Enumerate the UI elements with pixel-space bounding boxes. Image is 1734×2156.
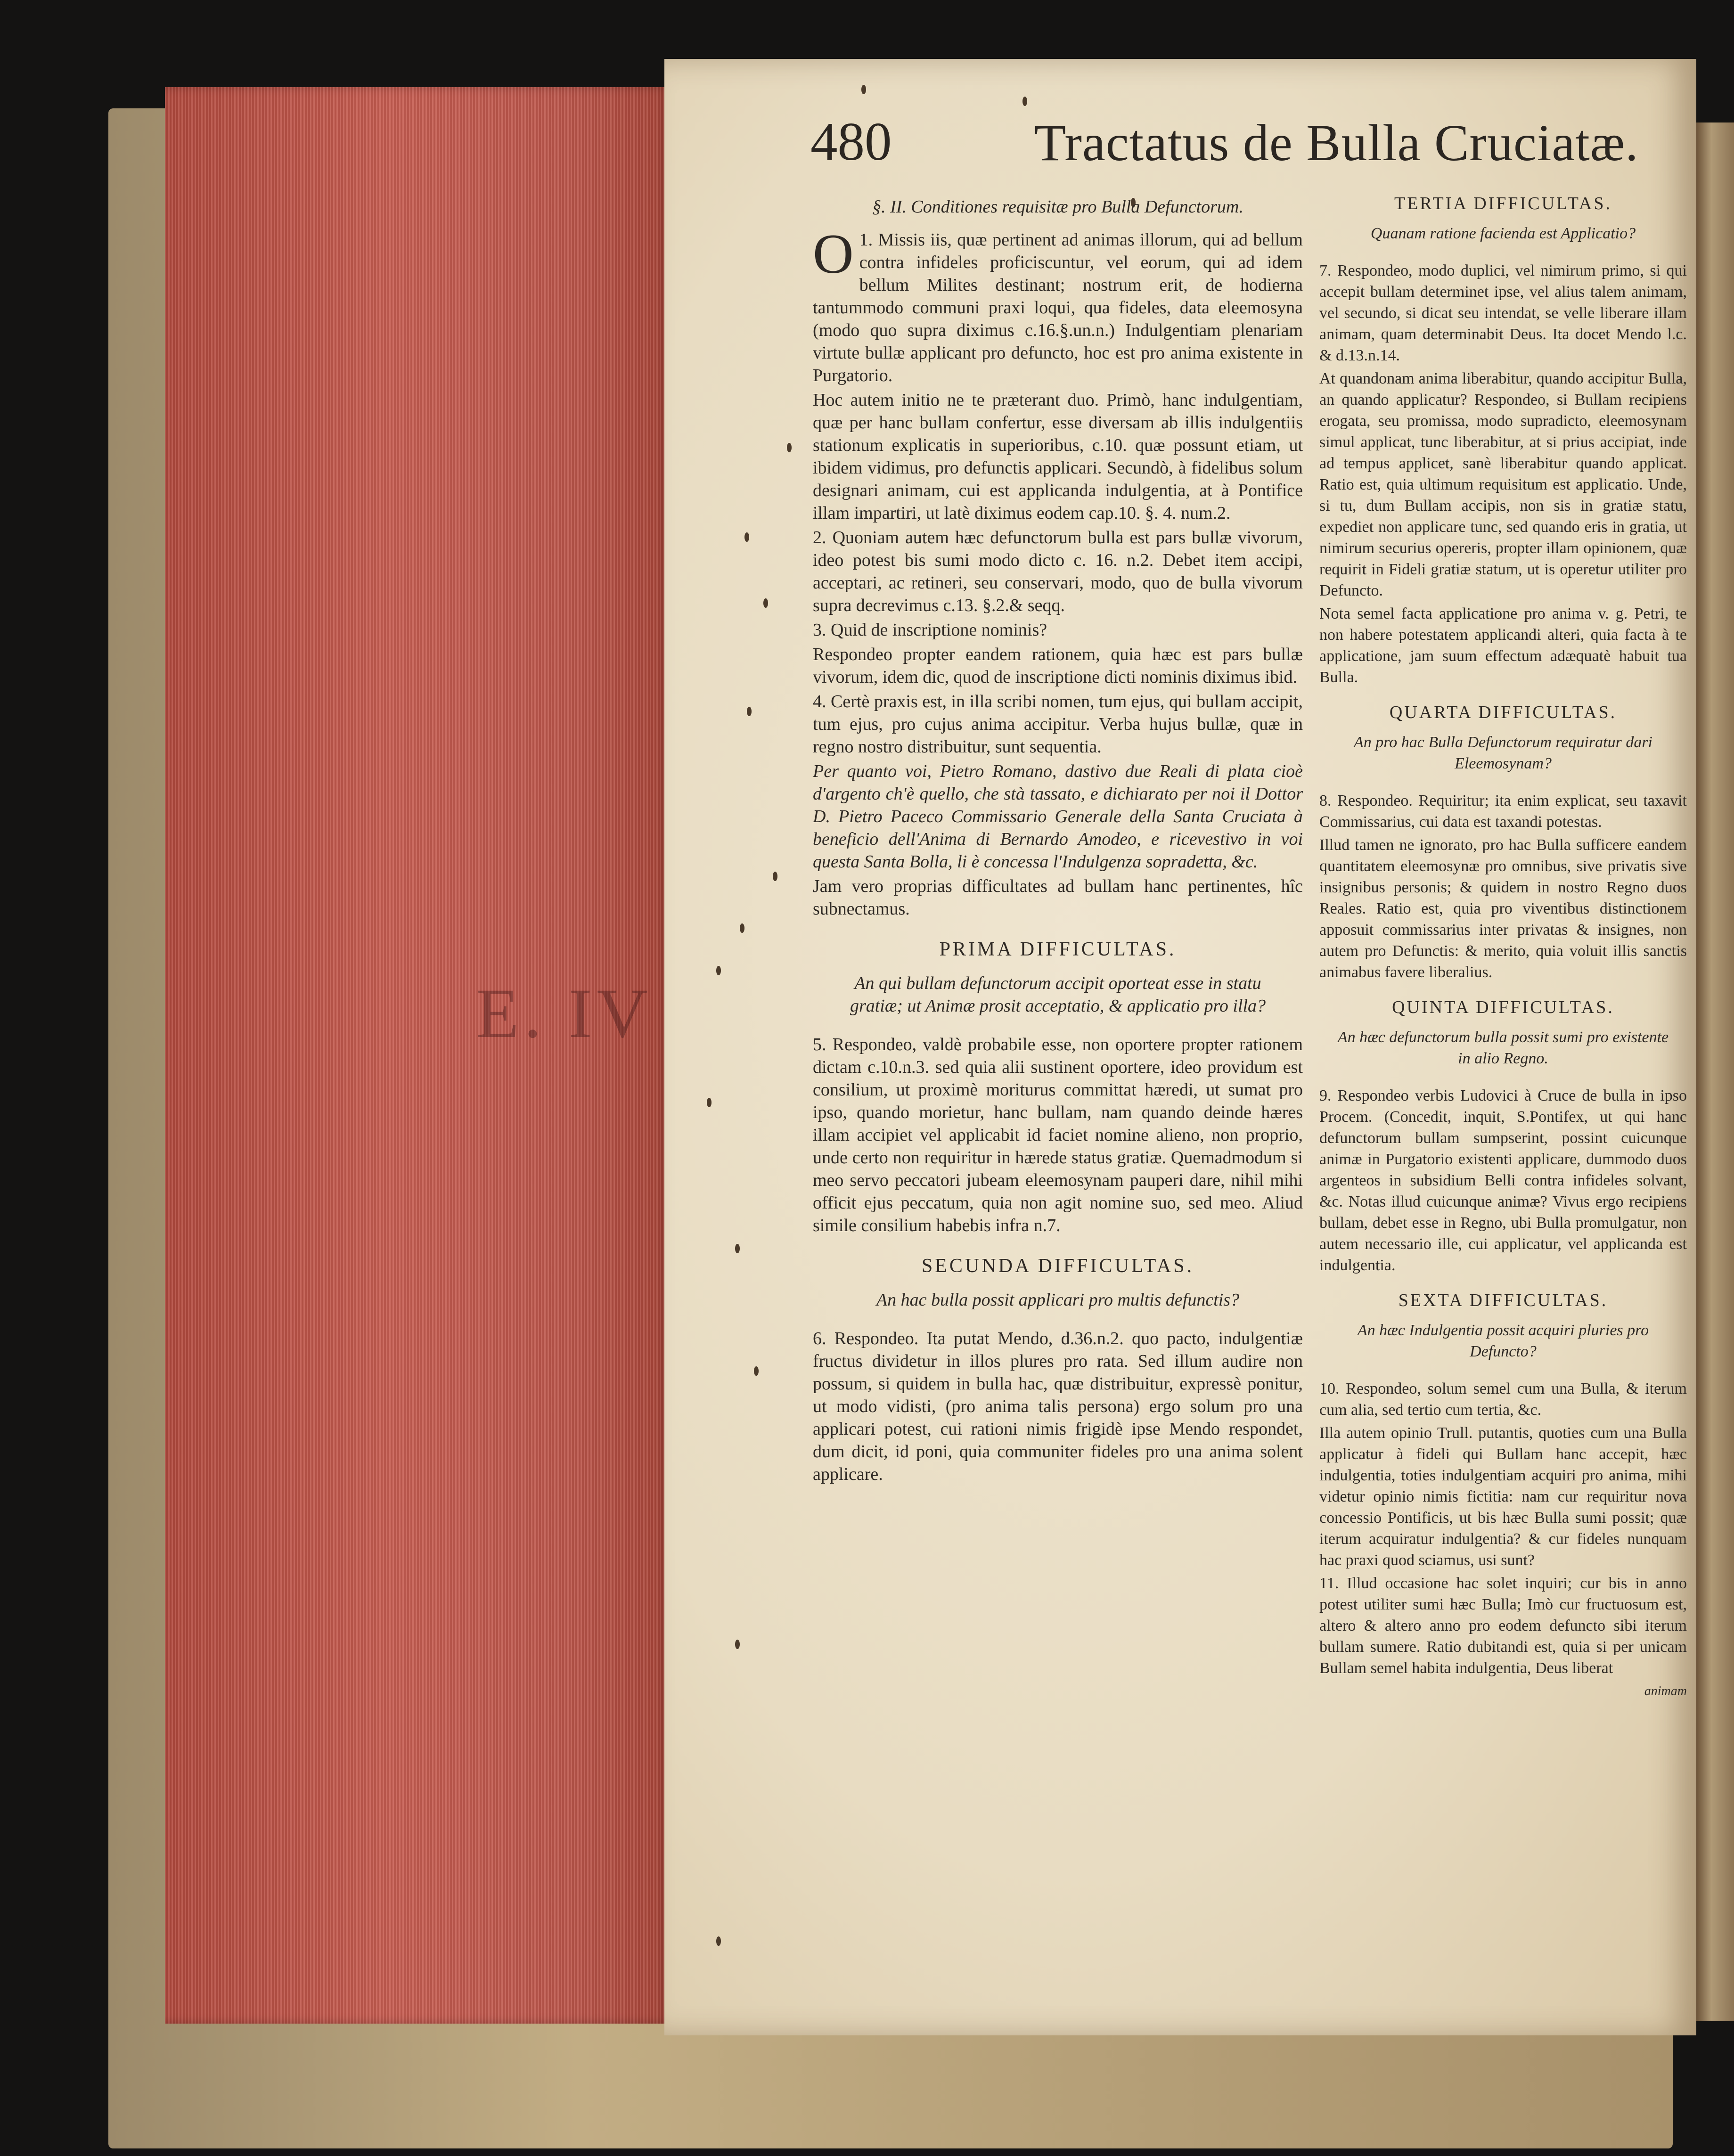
heading-prima: PRIMA DIFFICULTAS. bbox=[939, 939, 1177, 960]
paragraph-3b: Respondeo propter eandem rationem, quia hæc est pars bullæ vivorum, idem dic, quod de inscriptione dicti nominis diximus ibid. bbox=[813, 645, 1303, 687]
paragraph-11: 11. Illud occasione hac solet inquiri; cur bis in anno potest utiliter sumi hæc Bulla; Imò cur fructuosum est, altero & altero anno pro eodem defuncto sibi iterum bullam sumere. Ratio dubitandi est, quia si per unicam Bullam semel habita indulgentia, Deus liberat bbox=[1319, 1575, 1687, 1677]
question-quarta: An pro hac Bulla Defunctorum requiratur dari Eleemosynam? bbox=[1354, 734, 1652, 772]
heading-sexta: SEXTA DIFFICULTAS. bbox=[1398, 1290, 1608, 1310]
paragraph-7b: At quandonam anima liberabitur, quando accipitur Bulla, an quando applicatur? Respondeo, si Bullam recipiens erogata, seu promissa, modo supradicto, eleemosynam simul applicat, tunc liberabitur, at si prius accipiat, inde ad tempus applicet, sanè liberabitur quando applicat. Ratio est, quia ultimum requisitum est applicatio. Unde, si tu, dum Bullam accipis, non sis in gratiæ statu, expediet non applicare tunc, sed quando eris in gratia, ut nimirum securius opereris, propter illam opinionem, quæ requirit in Fideli gratiæ statum, ut is operetur utiliter pro Defuncto. bbox=[1319, 370, 1687, 599]
paragraph-10: 10. Respondeo, solum semel cum una Bulla, & iterum cum alia, sed tertio cum tertia, &c. bbox=[1319, 1380, 1687, 1419]
paragraph-1-text: 1. Missis iis, quæ pertinent ad animas illorum, qui ad bellum contra infideles proficiscuntur, vel eorum, qui ad idem bellum Milites destinant; nostrum erit, de hodierna tantummodo communi praxi loqui, qua fideles, data eleemosyna (modo quo supra diximus c.16.§.un.n.) Indulgentiam plenariam virtute bullæ applicant pro defuncto, hoc est pro anima existente in Purgatorio. bbox=[813, 230, 1303, 385]
paragraph-1b: Hoc autem initio ne te præterant duo. Primò, hanc indulgentiam, quæ per hanc bullam confertur, esse diversam ab illis indulgentiis stationum explicatis in superioribus, c.10. quæ possunt etiam, ut ibidem vidimus, pro defunctis applicari. Secundò, à fidelibus solum designari animam, cui est applicanda indulgentia, at à Pontifice illam impartiri, ut latè diximus eodem cap.10. §. 4. num.2. bbox=[813, 390, 1303, 523]
heading-secunda: SECUNDA DIFFICULTAS. bbox=[921, 1255, 1194, 1277]
paragraph-8: 8. Respondeo. Requiritur; ita enim explicat, seu taxavit Commissarius, cui data est taxandi potestas. bbox=[1319, 792, 1687, 831]
drop-cap: O bbox=[813, 222, 854, 285]
running-title: Tractatus de Bulla Cruciatæ. bbox=[1034, 114, 1639, 172]
paragraph-8b: Illud tamen ne ignorato, pro hac Bulla sufficere eandem quantitatem eleemosynæ pro omnibus, sive privatis sive insignibus personis; & quidem in nostro Regno duos Reales. Ratio est, quia pro viventibus distinctionem apposuit commissarius inter privatas & insignes, non autem pro Defunctis: & merito, quia voluit illis sanctis animabus favere liberalius. bbox=[1319, 836, 1687, 981]
left-column bbox=[813, 196, 1303, 1487]
paragraph-5: 5. Respondeo, valdè probabile esse, non oportere propter rationem dictam c.10.n.3. sed quia alii sustinent oportere, ideo providum est consilium, ut proximè moriturus committat hæredi, ut sumat pro ipso, quando morietur, hanc bullam, nam quando deinde hæres illam accipiet vel applicabit id faciet nomine alieno, non proprio, unde certo non requiritur in hærede status gratiæ. Quemadmodum si meo servo peccatori jubeam eleemosynam pauperi dare, nihil mihi officit ejus peccatum, quia non agit nomine suo, sed meo. Aliud simile consilium habebis infra n.7. bbox=[813, 1035, 1303, 1235]
page-number: 480 bbox=[810, 112, 892, 172]
question-tertia: Quanam ratione facienda est Applicatio? bbox=[1370, 225, 1636, 242]
right-column bbox=[1319, 193, 1687, 1704]
paragraph-2: 2. Quoniam autem hæc defunctorum bulla est pars bullæ vivorum, ideo potest bis sumi modo dicto c. 16. n.2. Debet item accipi, acceptari, ac retineri, seu conservari, modo, quo de bulla vivorum supra decrevimus c.13. §.2.& seqq. bbox=[813, 528, 1303, 615]
paragraph-9: 9. Respondeo verbis Ludovici à Cruce de bulla in ipso Procem. (Concedit, inquit, S.Pontifex, ut qui hanc defunctorum bullam sumpserint, possint cuicunque animæ in Purgatorio existenti applicare, dummodo duos argenteos in subsidium Belli contra infideles solvant, &c. Notas illud cuicunque animæ? Vivus ergo recipiens bullam, debet esse in Regno, ubi Bulla promulgatur, non autem necessario ille, cui applicatur, vel applicanda est indulgentia. bbox=[1319, 1087, 1687, 1274]
paragraph-1 bbox=[813, 222, 1303, 387]
heading-quinta: QUINTA DIFFICULTAS. bbox=[1392, 997, 1614, 1017]
bull-quotation: Per quanto voi, Pietro Romano, dastivo due Reali di plata cioè d'argento ch'è quello, che stà tassato, e dichiarato per noi il Dottor D. Pietro Paceco Commissario Generale della Santa Cruciata à beneficio dell'Anima di Bernardo Amodeo, e ricevestivo in voi questa Santa Bolla, li è concessa l'Indulgenza sopradetta, &c. bbox=[813, 761, 1303, 872]
paragraph-6: 6. Respondeo. Ita putat Mendo, d.36.n.2. quo pacto, indulgentiæ fructus dividetur in illos plures pro rata. Sed illum audire non possum, si quidem in bulla hac, quæ distribuitur, expressè ponitur, ut modo vidisti, (pro anima talis persona) ergo solum pro una applicari potest, cui rationi nimis frigidè ipse Mendo respondet, dum dicit, id poni, quia communiter fideles pro una anima solent applicare. bbox=[813, 1329, 1303, 1484]
question-sexta: An hæc Indulgentia possit acquiri pluries pro Defuncto? bbox=[1357, 1322, 1649, 1360]
question-prima: An qui bullam defunctorum accipit oporteat esse in statu gratiæ; ut Animæ prosit acceptatio, & applicatio pro illa? bbox=[850, 973, 1266, 1016]
catchword: animam bbox=[1644, 1684, 1687, 1699]
paragraph-7: 7. Respondeo, modo duplici, vel nimirum primo, si qui accepit bullam determinet ipse, vel alius talem animam, vel secundo, si dicat seu intendat, se velle liberare illam animam, quam determinabit Deus. Ita docet Mendo l.c. & d.13.n.14. bbox=[1319, 262, 1687, 364]
section-title: §. II. Conditiones requisitæ pro Bulla Defunctorum. bbox=[872, 197, 1243, 217]
paragraph-4b: Jam vero proprias difficultates ad bullam hanc pertinentes, hîc subnectamus. bbox=[813, 876, 1303, 919]
paragraph-7c: Nota semel facta applicatione pro anima v. g. Petri, te non habere potestatem applicandi alteri, quia facta à te applicatione, jam suum effectum adæquatè habuit tua Bulla. bbox=[1319, 605, 1687, 686]
paragraph-3: 3. Quid de inscriptione nominis? bbox=[813, 620, 1047, 640]
fore-edge-inscription: E. IV bbox=[476, 974, 653, 1053]
question-secunda: An hac bulla possit applicari pro multis defunctis? bbox=[876, 1290, 1240, 1310]
paragraph-4: 4. Certè praxis est, in illa scribi nomen, tum ejus, qui bullam accipit, tum ejus, pro cujus anima accipitur. Verba hujus bullæ, quæ in regno nostro distribuitur, sunt sequentia. bbox=[813, 692, 1303, 757]
paragraph-10b: Illa autem opinio Trull. putantis, quoties cum una Bulla applicatur à fideli qui Bullam hanc accepit, hæc indulgentia, toties indulgentiam acquiri pro anima, mihi videtur opinio nimis fictitia: nam cur requiritur nova concessio Pontificis, ut bis hæc Bulla sumi possit; quæ iterum acquiratur indulgentia? & cur fideles nunquam hac praxi quod sciamus, usi sunt? bbox=[1319, 1424, 1687, 1569]
heading-quarta: QUARTA DIFFICULTAS. bbox=[1389, 702, 1617, 722]
heading-tertia: TERTIA DIFFICULTAS. bbox=[1394, 194, 1612, 213]
question-quinta: An hæc defunctorum bulla possit sumi pro existente in alio Regno. bbox=[1337, 1029, 1669, 1067]
